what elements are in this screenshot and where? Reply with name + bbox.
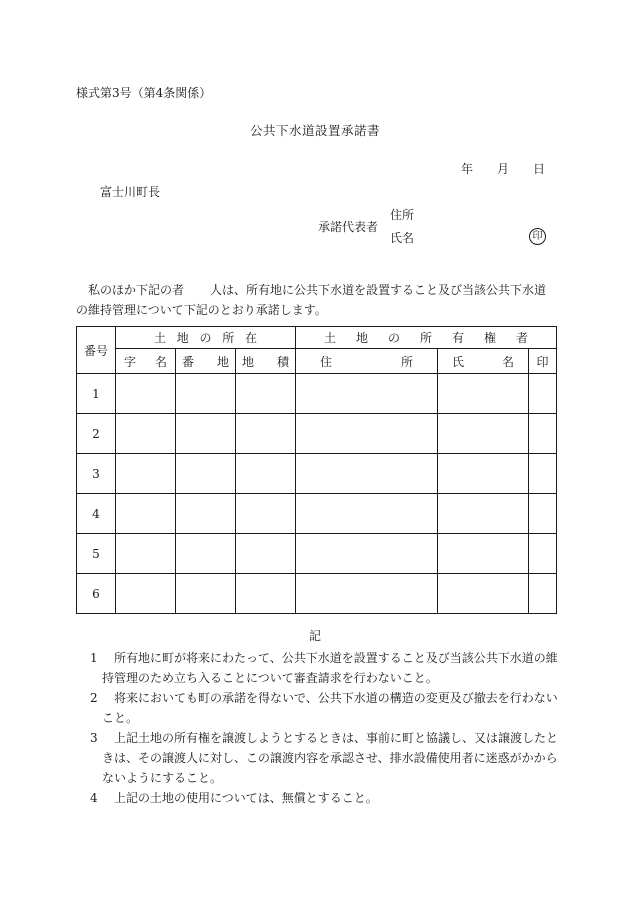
cell-address[interactable]: [296, 414, 438, 454]
table-row: [77, 414, 557, 454]
cell-chiseki[interactable]: [236, 454, 296, 494]
date-year: 年: [461, 162, 474, 176]
cell-chiseki[interactable]: [236, 494, 296, 534]
representative-name-label: 氏名: [390, 231, 415, 245]
intro-paragraph: [76, 280, 558, 320]
cell-aza[interactable]: [116, 494, 176, 534]
cell-name[interactable]: [438, 534, 529, 574]
seal-mark: 印: [529, 228, 546, 245]
representative-address-label: 住所: [390, 208, 415, 222]
clause-item: 1 所有地に町が将来にわたって、公共下水道を設置すること及び当該公共下水道の維持管理のため立ち入ることについて審査請求を行わないこと。: [90, 651, 558, 685]
cell-aza[interactable]: [116, 534, 176, 574]
intro-after: 人は、所有地に公共下水道を設置すること及び当該公共下水道の維持管理について下記のとおり承諾します。: [76, 283, 547, 317]
row-number: 4: [77, 494, 116, 534]
address-header: 住 所: [296, 349, 438, 374]
date-day: 日: [533, 162, 546, 176]
ki-heading: 記: [308, 629, 321, 643]
cell-banchi[interactable]: [176, 374, 236, 414]
seal-header: 印: [529, 349, 557, 374]
intro-before: 私のほか下記の者: [88, 283, 185, 297]
cell-address[interactable]: [296, 374, 438, 414]
date-month: 月: [497, 162, 510, 176]
cell-aza[interactable]: [116, 574, 176, 614]
clause-item: 4 上記の土地の使用については、無償とすること。: [90, 791, 378, 805]
row-number: 1: [77, 374, 116, 414]
aza-header: 字 名: [116, 349, 176, 374]
cell-seal[interactable]: [529, 454, 557, 494]
cell-banchi[interactable]: [176, 494, 236, 534]
table-row: [77, 374, 557, 414]
table-row: [77, 574, 557, 614]
land-owner-header: 土 地 の 所 有 権 者: [296, 327, 557, 349]
cell-name[interactable]: [438, 454, 529, 494]
cell-banchi[interactable]: [176, 454, 236, 494]
name-header: 氏 名: [438, 349, 529, 374]
cell-seal[interactable]: [529, 374, 557, 414]
cell-seal[interactable]: [529, 494, 557, 534]
table-row: [77, 534, 557, 574]
cell-aza[interactable]: [116, 414, 176, 454]
cell-name[interactable]: [438, 494, 529, 534]
cell-address[interactable]: [296, 574, 438, 614]
document-title: 公共下水道設置承諾書: [249, 123, 380, 138]
addressee: 富士川町長: [100, 185, 161, 199]
cell-aza[interactable]: [116, 374, 176, 414]
row-number: 5: [77, 534, 116, 574]
land-location-header: 土 地 の 所 在: [116, 327, 296, 349]
cell-chiseki[interactable]: [236, 574, 296, 614]
cell-chiseki[interactable]: [236, 534, 296, 574]
clause-item: 3 上記土地の所有権を譲渡しようとするときは、事前に町と協議し、又は譲渡したときは、その譲渡人に対し、この譲渡内容を承認させ、排水設備使用者に迷惑がかからないようにすること。: [90, 731, 559, 785]
table-row: [77, 494, 557, 534]
cell-seal[interactable]: [529, 534, 557, 574]
representative-label: 承諾代表者: [318, 220, 379, 234]
cell-name[interactable]: [438, 414, 529, 454]
cell-name[interactable]: [438, 374, 529, 414]
banchi-header: 番 地: [176, 349, 236, 374]
cell-banchi[interactable]: [176, 414, 236, 454]
cell-address[interactable]: [296, 494, 438, 534]
cell-chiseki[interactable]: [236, 374, 296, 414]
row-number: 2: [77, 414, 116, 454]
row-number: 6: [77, 574, 116, 614]
cell-address[interactable]: [296, 534, 438, 574]
table-row: [77, 454, 557, 494]
clause-item: 2 将来においても町の承諾を得ないで、公共下水道の構造の変更及び撤去を行わないこと。: [90, 691, 558, 725]
cell-aza[interactable]: [116, 454, 176, 494]
row-number: 3: [77, 454, 116, 494]
cell-seal[interactable]: [529, 574, 557, 614]
number-header: 番 号: [77, 327, 116, 374]
cell-address[interactable]: [296, 454, 438, 494]
cell-chiseki[interactable]: [236, 414, 296, 454]
cell-name[interactable]: [438, 574, 529, 614]
form-number: 様式第3号（第4条関係）: [76, 86, 212, 100]
clauses-list: [90, 648, 560, 808]
land-table: [76, 326, 557, 614]
chiseki-header: 地 積: [236, 349, 296, 374]
cell-seal[interactable]: [529, 414, 557, 454]
cell-banchi[interactable]: [176, 574, 236, 614]
cell-banchi[interactable]: [176, 534, 236, 574]
